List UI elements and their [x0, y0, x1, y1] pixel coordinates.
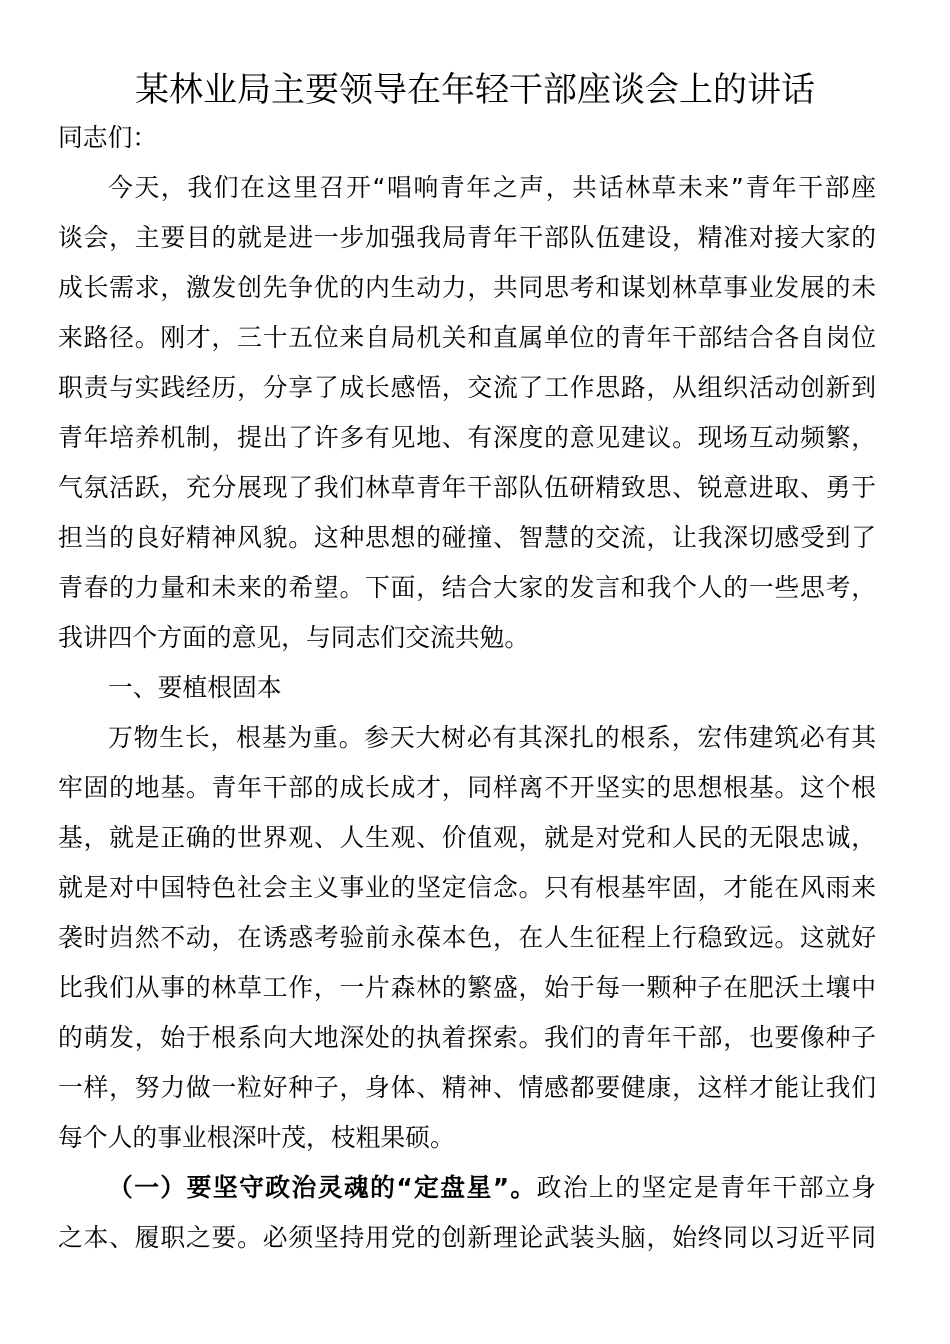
paragraph-line: 谈会，主要目的就是进一步加强我局青年干部队伍建设，精准对接大家的: [58, 223, 876, 252]
subsection-text: 政治上的坚定是青年干部立身: [536, 1173, 876, 1202]
paragraph-line: 担当的良好精神风貌。这种思想的碰撞、智慧的交流，让我深切感受到了: [58, 523, 876, 552]
paragraph-line: 比我们从事的林草工作，一片森林的繁盛，始于每一颗种子在肥沃土壤中: [58, 973, 876, 1002]
paragraph-line: 成长需求，激发创先争优的内生动力，共同思考和谋划林草事业发展的未: [58, 273, 876, 302]
paragraph-line: 一样，努力做一粒好种子，身体、精神、情感都要健康，这样才能让我们: [58, 1073, 876, 1102]
paragraph-line: 职责与实践经历，分享了成长感悟，交流了工作思路，从组织活动创新到: [58, 373, 876, 402]
paragraph-line: 牢固的地基。青年干部的成长成才，同样离不开坚实的思想根基。这个根: [58, 773, 876, 802]
subsection-first-line: [108, 1163, 876, 1213]
paragraph-line: 万物生长，根基为重。参天大树必有其深扎的根系，宏伟建筑必有其: [108, 723, 876, 752]
paragraph-line: 今天，我们在这里召开“唱响青年之声，共话林草未来”青年干部座: [108, 173, 876, 202]
paragraph-line: 青年培养机制，提出了许多有见地、有深度的意见建议。现场互动频繁，: [58, 423, 876, 452]
paragraph-line: 气氛活跃，充分展现了我们林草青年干部队伍研精致思、锐意进取、勇于: [58, 473, 876, 502]
paragraph-line: 我讲四个方面的意见，与同志们交流共勉。: [58, 623, 530, 652]
paragraph-line: 基，就是正确的世界观、人生观、价值观，就是对党和人民的无限忠诚，: [58, 823, 876, 852]
paragraph-line: 就是对中国特色社会主义事业的坚定信念。只有根基牢固，才能在风雨来: [58, 873, 876, 902]
paragraph-line: 青春的力量和未来的希望。下面，结合大家的发言和我个人的一些思考，: [58, 573, 876, 602]
paragraph-line: 袭时岿然不动，在诱惑考验前永葆本色，在人生征程上行稳致远。这就好: [58, 923, 876, 952]
paragraph-line: 来路径。刚才，三十五位来自局机关和直属单位的青年干部结合各自岗位: [58, 323, 876, 352]
salutation: 同志们：: [58, 123, 158, 152]
document-title: 某林业局主要领导在年轻干部座谈会上的讲话: [135, 70, 815, 110]
section-heading: 一、要植根固本: [108, 673, 282, 702]
paragraph-line: 的萌发，始于根系向大地深处的执着探索。我们的青年干部，也要像种子: [58, 1023, 876, 1052]
subsection-heading: （一）要坚守政治灵魂的“定盘星”。: [108, 1173, 537, 1202]
paragraph-line: 每个人的事业根深叶茂，枝粗果硕。: [58, 1123, 455, 1152]
paragraph-line: 之本、履职之要。必须坚持用党的创新理论武装头脑，始终同以习近平同: [58, 1223, 876, 1252]
